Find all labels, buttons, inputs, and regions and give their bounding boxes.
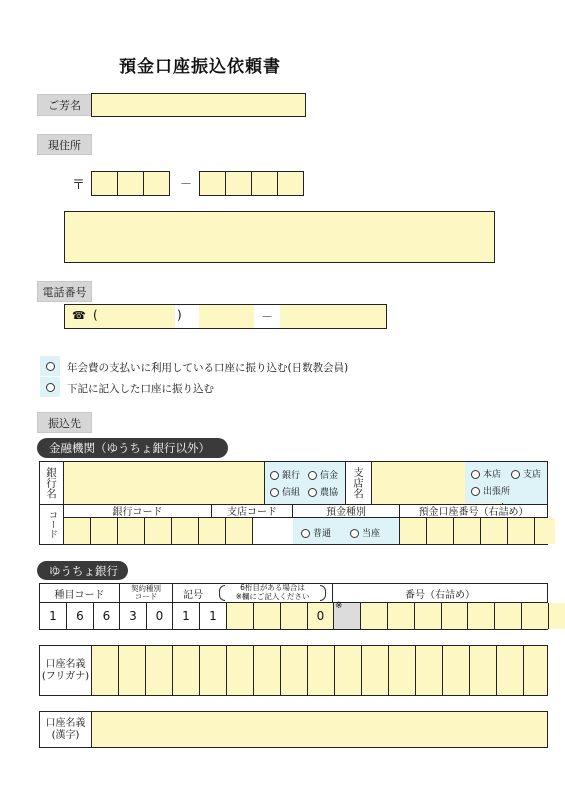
postal-digit-field[interactable] xyxy=(199,171,226,196)
number-digit-field[interactable] xyxy=(442,603,468,629)
postal-digit-field[interactable] xyxy=(117,171,144,196)
deposit-type-ordinary[interactable]: 普通 xyxy=(301,526,331,539)
number-digit-field[interactable] xyxy=(495,603,522,629)
branch-name-label: 支店名 xyxy=(346,462,372,504)
symbol-digit-field[interactable] xyxy=(227,603,254,629)
kana-char-field[interactable] xyxy=(335,670,362,695)
kanji-name-table xyxy=(39,711,548,748)
phone-icon: ☎ xyxy=(72,309,86,322)
phone-label: 電話番号 xyxy=(37,281,92,302)
contract-type-header: 契約種別 コード xyxy=(120,584,173,603)
kana-char-field[interactable] xyxy=(470,670,497,695)
contract-code-digit: 0 xyxy=(147,603,173,629)
phone-area-code-field[interactable] xyxy=(91,305,175,328)
kana-char-field[interactable] xyxy=(119,670,146,695)
kana-char-field[interactable] xyxy=(389,670,416,695)
option-existing-account-label: 年会費の支払いに利用している口座に振り込む(日数教会員) xyxy=(67,362,349,374)
branch-type-options xyxy=(465,462,547,503)
kana-name-table xyxy=(39,645,548,696)
bank-type-options xyxy=(265,462,346,504)
postal-code-second xyxy=(199,171,304,196)
bank-code-digit-field[interactable] xyxy=(118,518,145,544)
number-digit-field[interactable] xyxy=(415,603,442,629)
phone-close-paren: ) xyxy=(177,308,182,322)
postal-code-first xyxy=(91,171,170,196)
kana-row xyxy=(92,670,547,695)
kana-name-label: 口座名義 (フリガナ) xyxy=(40,646,92,695)
yucho-digit-row xyxy=(40,603,565,629)
kana-char-field[interactable] xyxy=(443,646,470,670)
symbol-header: 記号 xyxy=(173,584,213,603)
bank-name-field[interactable] xyxy=(64,462,265,504)
name-field[interactable] xyxy=(91,93,306,117)
kana-char-field[interactable] xyxy=(92,646,119,670)
kana-char-field[interactable] xyxy=(146,646,173,670)
yucho-section-header: ゆうちょ銀行 xyxy=(37,561,128,580)
phone-number-field[interactable] xyxy=(280,305,386,328)
deposit-type-current[interactable]: 当座 xyxy=(350,526,380,539)
number-digit-field[interactable] xyxy=(388,603,415,629)
bank-type-bank[interactable]: 銀行 xyxy=(270,468,300,481)
postal-digit-field[interactable] xyxy=(225,171,252,196)
type-code-digit: 6 xyxy=(94,603,120,629)
kana-char-field[interactable] xyxy=(200,646,227,670)
kana-char-field[interactable] xyxy=(173,646,200,670)
bank-type-shinkumi[interactable]: 信組 xyxy=(270,485,300,498)
bank-code-cells xyxy=(64,518,253,544)
phone-exchange-field[interactable] xyxy=(199,305,254,328)
asterisk-mark: ※ xyxy=(335,601,343,611)
symbol-digit-field[interactable] xyxy=(281,603,308,629)
type-code-digit: 1 xyxy=(40,603,67,629)
option-existing-account-radio[interactable] xyxy=(40,356,60,376)
postal-digit-field[interactable] xyxy=(91,171,118,196)
kana-char-field[interactable] xyxy=(497,670,524,695)
bank-name-label: 銀行名 xyxy=(40,462,64,504)
name-label: ご芳名 xyxy=(37,94,92,116)
bank-type-nokyo[interactable]: 農協 xyxy=(308,485,338,498)
branch-type-sub-branch[interactable]: 出張所 xyxy=(471,484,510,497)
bank-type-shinkin[interactable]: 信金 xyxy=(308,468,338,481)
kana-char-field[interactable] xyxy=(335,646,362,670)
branch-code-digit-field[interactable] xyxy=(199,518,226,544)
code-label: コード xyxy=(40,504,64,544)
deposit-type-options xyxy=(293,518,400,544)
postal-digit-field[interactable] xyxy=(143,171,170,196)
kana-char-field[interactable] xyxy=(389,646,416,670)
kana-char-field[interactable] xyxy=(524,646,547,670)
contract-code-digit: 1 xyxy=(173,603,200,629)
kana-char-field[interactable] xyxy=(416,670,443,695)
postal-digit-field[interactable] xyxy=(277,171,304,196)
number-header: 番号（右詰め） xyxy=(333,584,547,603)
symbol-digit-field[interactable] xyxy=(254,603,281,629)
kana-char-field[interactable] xyxy=(119,646,146,670)
deposit-type-header: 預金種別 xyxy=(293,504,400,518)
transfer-label: 振込先 xyxy=(37,412,92,433)
page-title: 預金口座振込依頼書 xyxy=(119,57,281,77)
kana-char-field[interactable] xyxy=(443,670,470,695)
contract-code-digit: 3 xyxy=(120,603,147,629)
kana-char-field[interactable] xyxy=(173,670,200,695)
type-code-digit: 6 xyxy=(67,603,94,629)
number-digit-field[interactable] xyxy=(361,603,388,629)
address-label: 現住所 xyxy=(37,134,92,155)
kana-char-field[interactable] xyxy=(254,646,281,670)
kana-char-field[interactable] xyxy=(308,670,335,695)
number-digit-field[interactable] xyxy=(549,603,565,629)
kana-char-field[interactable] xyxy=(254,670,281,695)
branch-type-main[interactable]: 本店 xyxy=(471,467,501,480)
type-code-header: 種目コード xyxy=(40,584,120,603)
option-new-account-radio[interactable] xyxy=(40,377,60,397)
kana-char-field[interactable] xyxy=(308,646,335,670)
kana-char-field[interactable] xyxy=(281,646,308,670)
branch-code-digit-field[interactable] xyxy=(172,518,199,544)
kana-char-field[interactable] xyxy=(470,646,497,670)
branch-code-digit-field[interactable] xyxy=(226,518,253,544)
account-digit-field[interactable] xyxy=(400,518,427,544)
kana-char-field[interactable] xyxy=(362,670,389,695)
postal-digit-field[interactable] xyxy=(251,171,278,196)
kana-char-field[interactable] xyxy=(227,670,254,695)
account-digit-field[interactable] xyxy=(481,518,508,544)
account-digit-field[interactable] xyxy=(427,518,454,544)
kana-char-field[interactable] xyxy=(362,646,389,670)
branch-type-branch[interactable]: 支店 xyxy=(511,467,541,480)
kana-char-field[interactable] xyxy=(146,670,173,695)
account-digit-field[interactable] xyxy=(508,518,535,544)
phone-field-group xyxy=(64,304,387,329)
account-digit-field[interactable] xyxy=(454,518,481,544)
bank-section-header: 金融機関（ゆうちょ銀行以外） xyxy=(37,438,228,458)
phone-dash: － xyxy=(261,310,274,324)
bank-code-digit-field[interactable] xyxy=(145,518,172,544)
symbol-fixed-digit: 1 xyxy=(200,603,227,629)
account-number-header: 預金口座番号（右詰め） xyxy=(400,504,547,518)
account-number-cells xyxy=(400,518,555,544)
kana-char-field[interactable] xyxy=(497,646,524,670)
kana-row xyxy=(92,646,547,670)
postal-dash: － xyxy=(180,177,193,191)
kanji-name-label: 口座名義 (漢字) xyxy=(40,712,92,747)
symbol-last-digit: 0 xyxy=(308,603,334,629)
number-digit-field[interactable] xyxy=(522,603,549,629)
bank-code-digit-field[interactable] xyxy=(91,518,118,544)
kana-char-field[interactable] xyxy=(281,670,308,695)
sixth-digit-field[interactable] xyxy=(334,603,361,629)
kana-char-field[interactable] xyxy=(524,670,547,695)
bank-code-header: 銀行コード xyxy=(64,504,212,518)
address-field[interactable] xyxy=(64,211,495,263)
phone-open-paren: ( xyxy=(93,308,98,322)
bank-code-digit-field[interactable] xyxy=(64,518,91,544)
option-new-account-label: 下記に記入した口座に振り込む xyxy=(67,383,214,395)
kana-char-field[interactable] xyxy=(200,670,227,695)
account-digit-field[interactable] xyxy=(535,518,555,544)
sixth-digit-note: 6桁目がある場合は ※欄にご記入ください xyxy=(213,584,333,603)
number-digit-field[interactable] xyxy=(468,603,495,629)
kanji-name-field[interactable] xyxy=(92,712,547,747)
kana-char-field[interactable] xyxy=(416,646,443,670)
yucho-table xyxy=(39,583,548,630)
postal-mark: 〒 xyxy=(72,178,86,193)
branch-code-header: 支店コード xyxy=(212,504,293,518)
kana-char-field[interactable] xyxy=(92,670,119,695)
kana-char-field[interactable] xyxy=(227,646,254,670)
